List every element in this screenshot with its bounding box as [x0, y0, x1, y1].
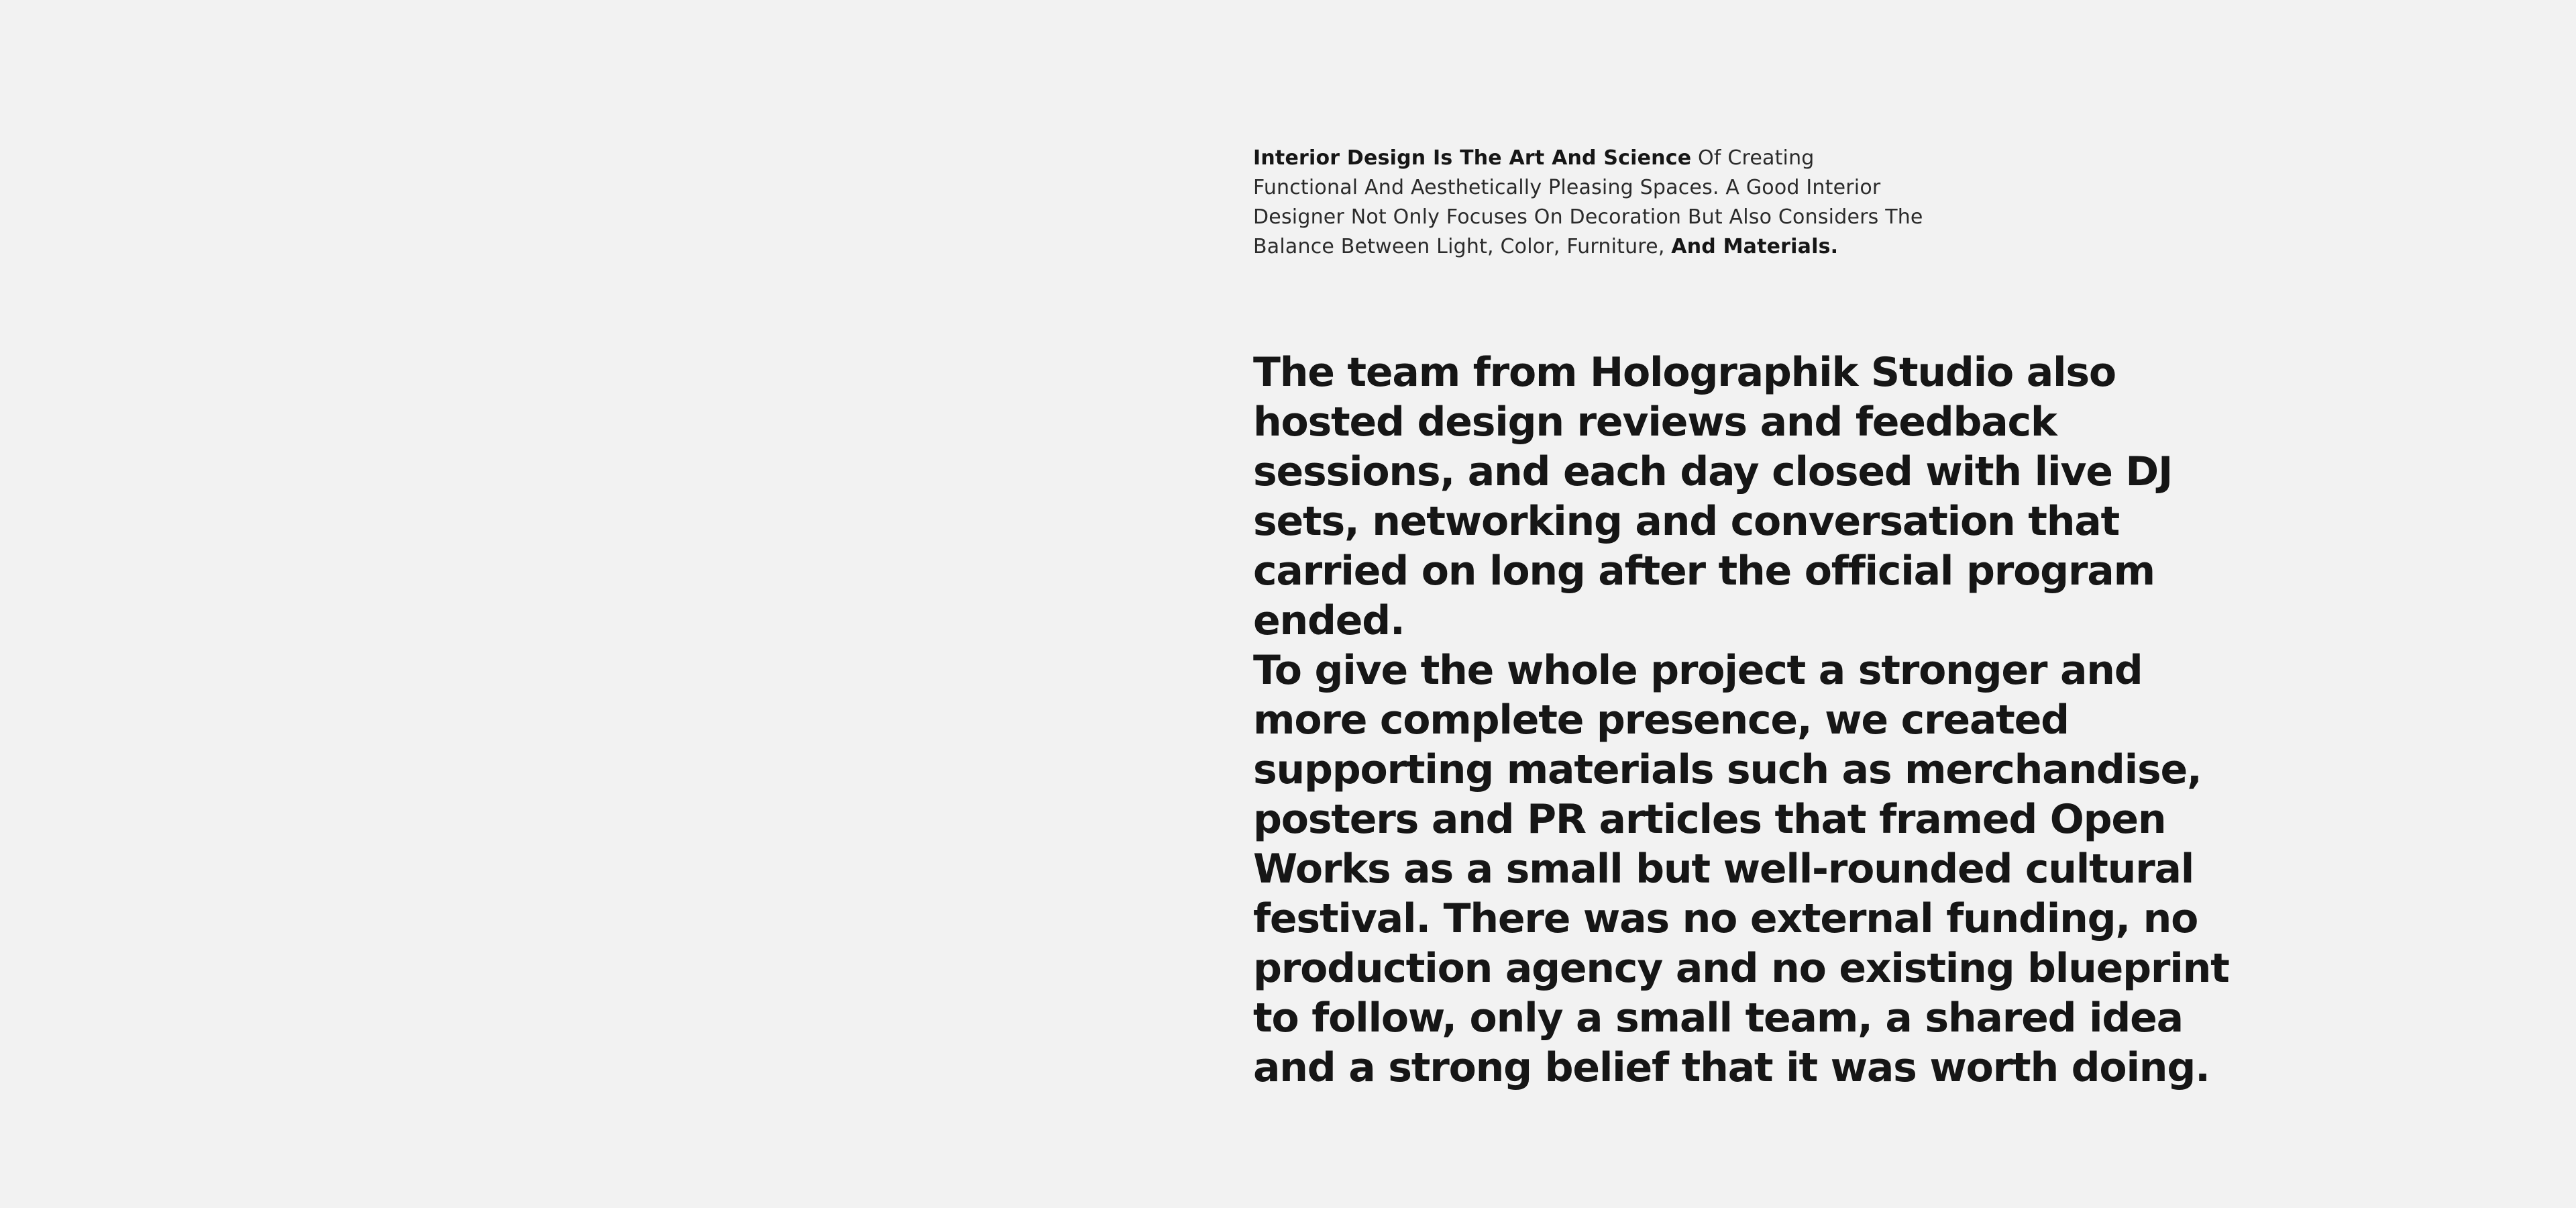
- intro-lead-bold: Interior Design Is The Art And Science: [1253, 146, 1692, 170]
- body-paragraph-2: To give the whole project a stronger and more complete presence, we created supporting materials such as merchandise, posters and PR articles that framed Open Works as a small but well-rounded cultural festival. There was no external funding, no production agency and no existing blueprint to follow, only a small team, a shared idea and a strong belief that it was worth doing.: [1253, 647, 2229, 1091]
- body-paragraph-1: The team from Holographik Studio also hosted design reviews and feedback sessions, and each day closed with live DJ sets, networking and conversation that carried on long after the official program ended.: [1253, 349, 2173, 644]
- intro-middle-text: Of Creating Functional And Aesthetically Pleasing Spaces. A Good Interior Designer Not Only Focuses On Decoration But Also Considers The Balance Between Light, Color, Furniture,: [1253, 146, 1923, 258]
- intro-paragraph: [1253, 144, 1924, 262]
- body-text: [1253, 348, 2259, 1093]
- intro-tail-bold: And Materials.: [1671, 235, 1839, 258]
